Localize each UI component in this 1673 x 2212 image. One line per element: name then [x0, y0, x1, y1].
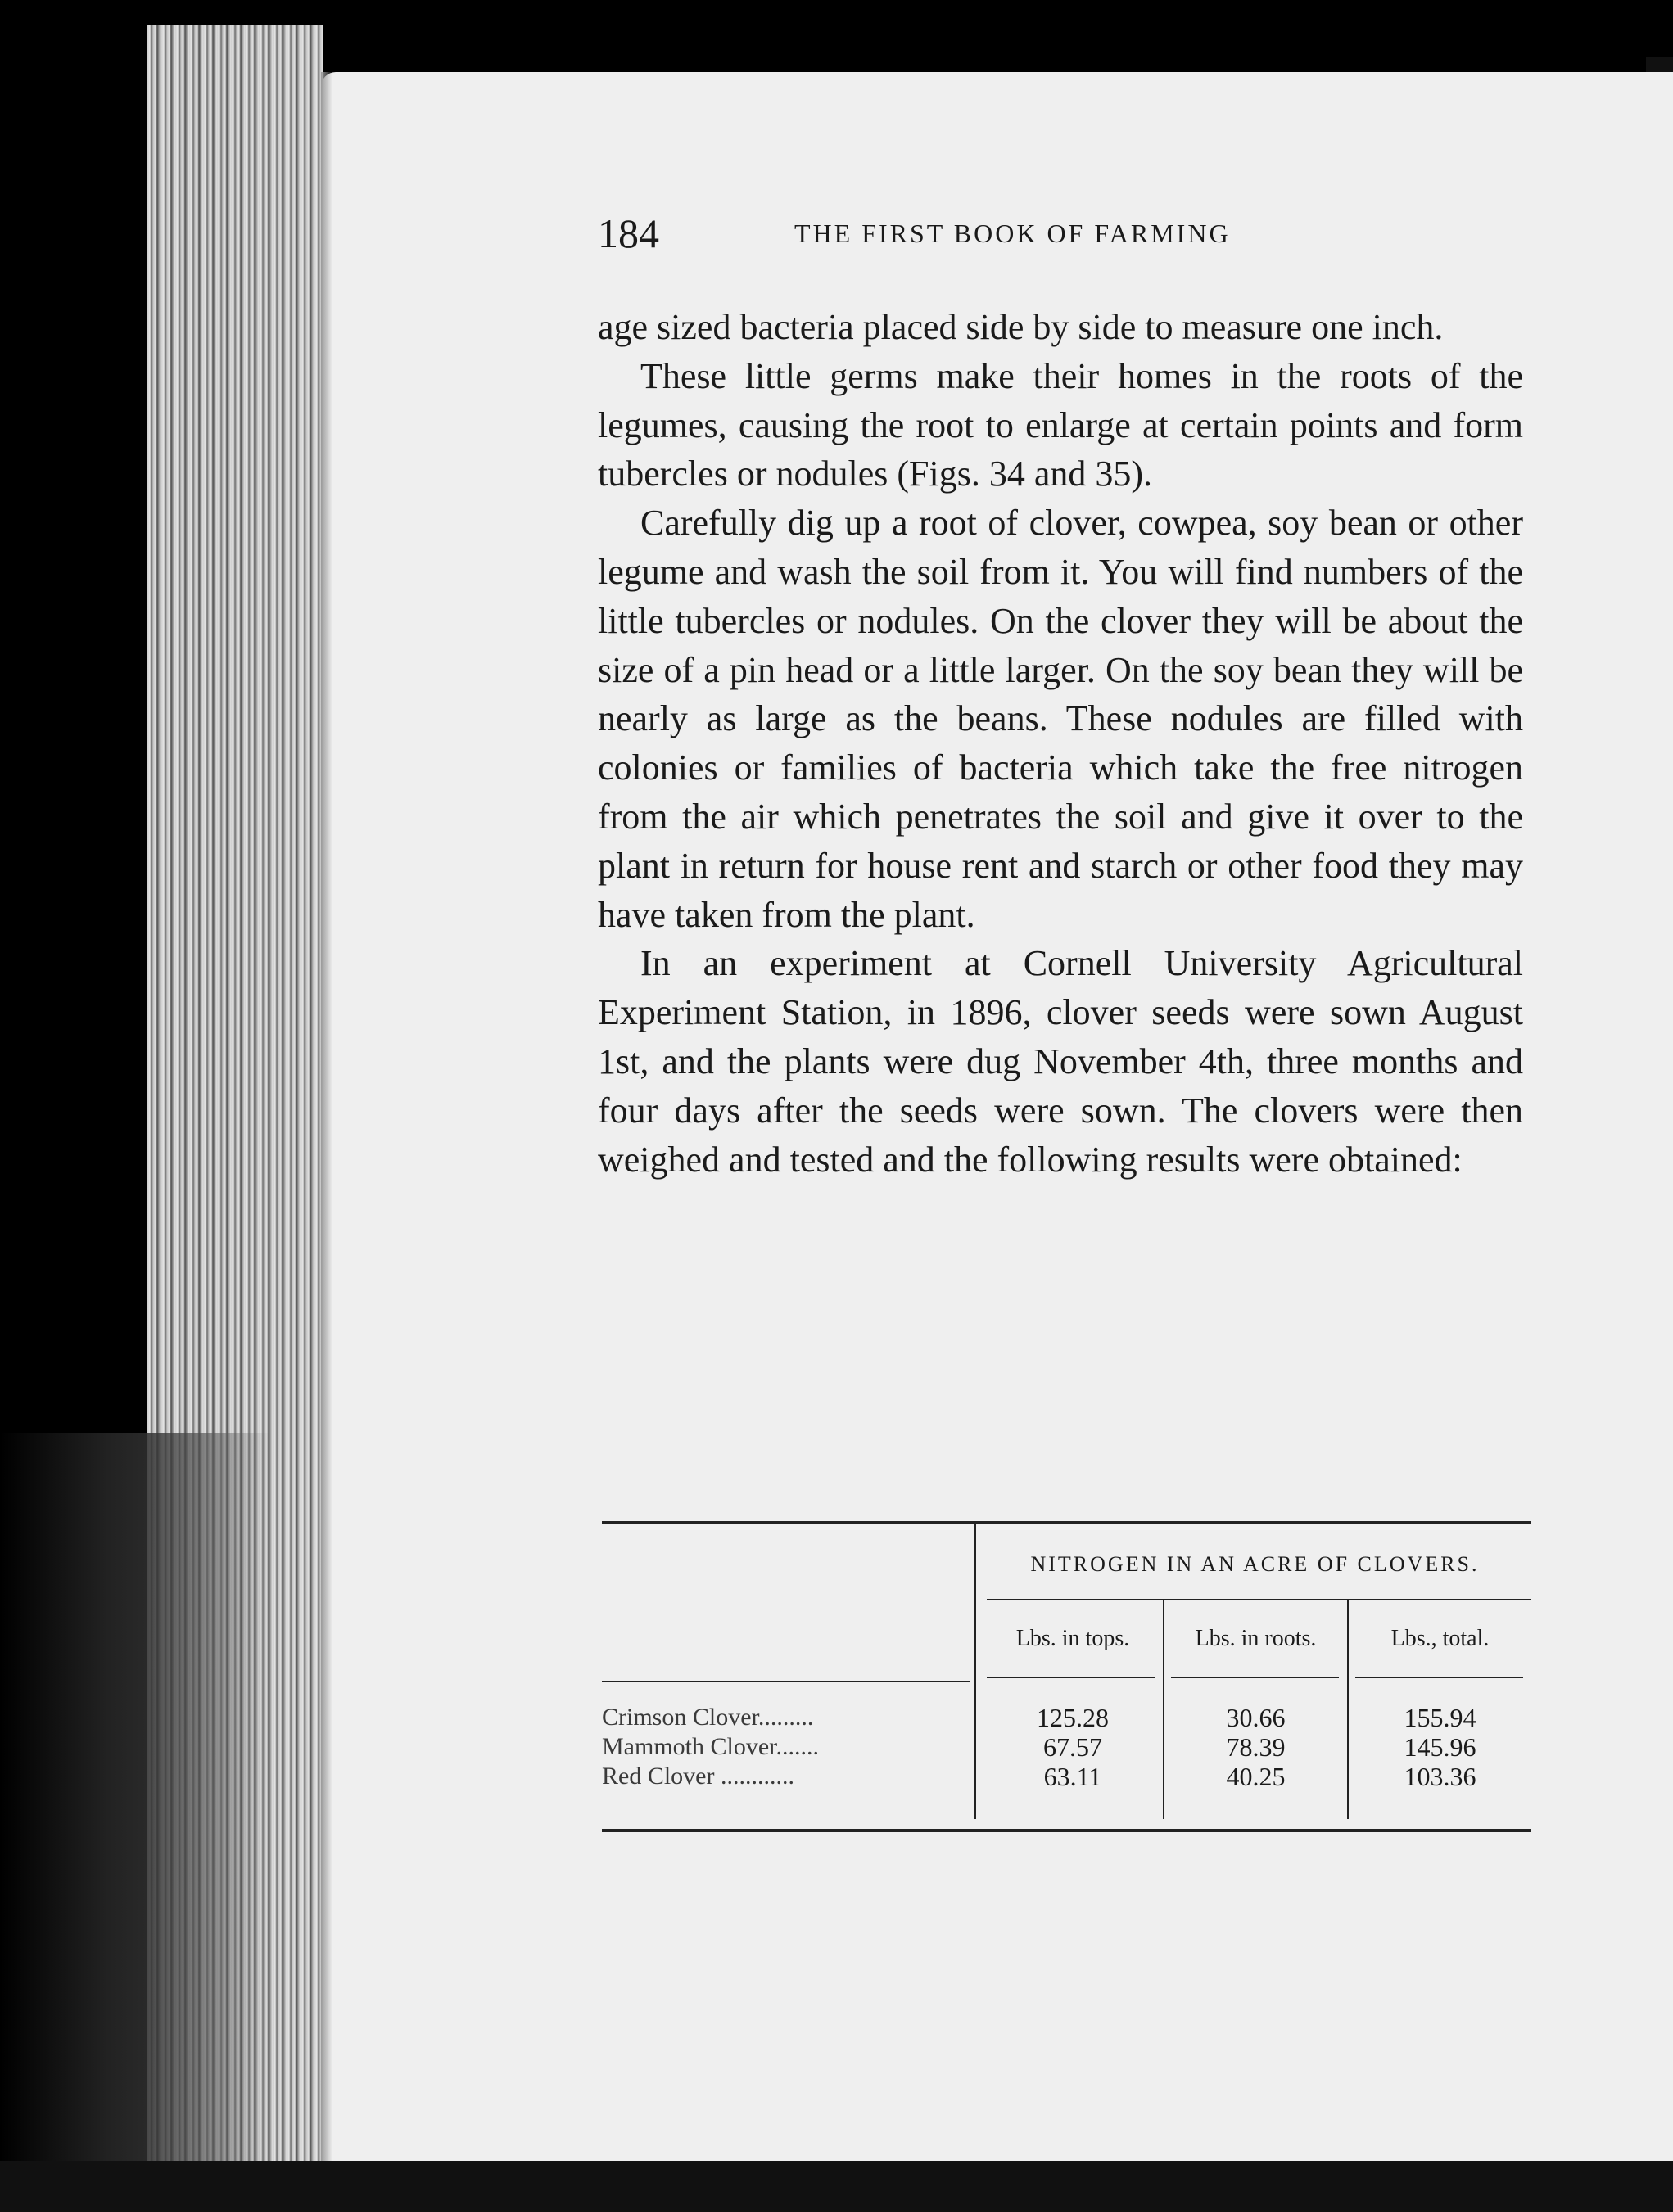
paragraph: age sized bacteria placed side by side to measure one inch.: [598, 307, 1444, 347]
table-cell: 155.94: [1404, 1703, 1476, 1732]
table-cell: 125.28: [1037, 1703, 1109, 1732]
table-cell: 145.96: [1404, 1732, 1476, 1762]
table-cell: 40.25: [1226, 1762, 1286, 1791]
column-divider: [974, 1524, 976, 1819]
page-gutter-shadow: [321, 72, 332, 2168]
table-row-label: Mammoth Clover.......: [602, 1733, 819, 1760]
page-header: [598, 209, 1531, 274]
column-header: Lbs., total.: [1390, 1626, 1490, 1651]
header-rule: [987, 1599, 1531, 1600]
table-cell: 63.11: [1043, 1762, 1102, 1791]
nitrogen-table: [602, 1521, 1531, 1832]
table-row-label: Crimson Clover.........: [602, 1704, 814, 1731]
page-number: 184: [598, 210, 659, 256]
column-header: Lbs. in tops.: [1015, 1626, 1130, 1651]
running-title: THE FIRST BOOK OF FARMING: [794, 219, 1231, 248]
table-cell: 67.57: [1043, 1732, 1102, 1762]
table-cell: 30.66: [1226, 1703, 1286, 1732]
column-rule: [1171, 1677, 1339, 1678]
table-row-label: Red Clover ............: [602, 1763, 794, 1790]
bottom-border: [0, 2161, 1673, 2212]
column-rule: [987, 1677, 1155, 1678]
paragraph: Carefully dig up a root of clover, cowpea, soy bean or other legume and wash the soil from it. You will find numbers of the little tubercles or nodules. On the clover they will be about the size of a pin head or a little larger. On the soy bean they will be nearly as large as the beans. These nodules are filled with colonies or families of bacteria which take the free nitrogen from the air which penetrates the soil and give it over to the plant in return for house rent and starch or other food they may have taken from the plant.: [598, 503, 1523, 935]
paragraph: These little germs make their homes in the roots of the legumes, causing the root to enlarge at certain points and form tubercles or nodules (Figs. 34 and 35).: [598, 355, 1523, 494]
table-cell: 78.39: [1226, 1732, 1286, 1762]
table-top-rule: [602, 1521, 1531, 1524]
paragraph: In an experiment at Cornell University Agricultural Experiment Station, in 1896, clover seeds were sown August 1st, and the plants were dug November 4th, three months and four days after the seeds were sown. The clovers were then weighed and tested and the following results were obtained:: [598, 943, 1523, 1180]
body-text: [598, 303, 1523, 1184]
column-header: Lbs. in roots.: [1195, 1626, 1317, 1651]
edge-shadow: [0, 1433, 270, 2212]
column-rule: [1355, 1677, 1523, 1678]
table-cell: 103.36: [1404, 1762, 1476, 1791]
label-rule: [602, 1681, 970, 1682]
table-title: NITROGEN IN AN ACRE OF CLOVERS.: [1030, 1552, 1480, 1576]
table-bottom-rule: [602, 1829, 1531, 1832]
